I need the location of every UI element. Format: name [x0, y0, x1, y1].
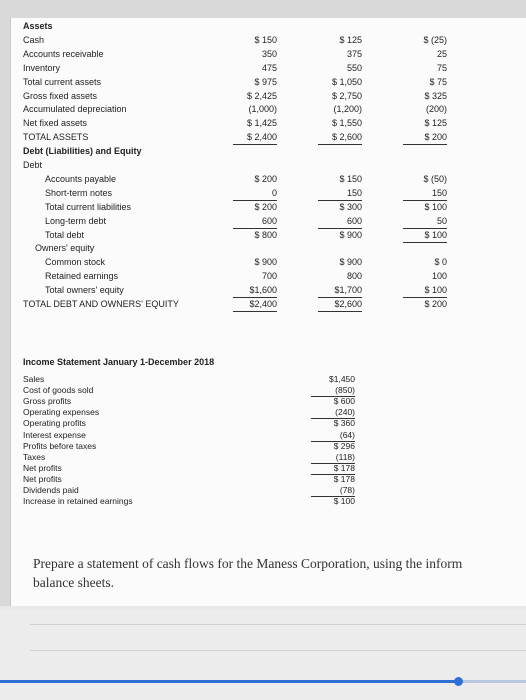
value-cell: $ 100 — [333, 496, 355, 507]
row-label: Sales — [23, 374, 45, 384]
value-cell: $ 600 — [333, 396, 355, 407]
value-cell: $ 1,425 — [246, 118, 277, 129]
row-label: Dividends paid — [23, 485, 79, 495]
row-label: Net profits — [23, 462, 62, 473]
balance-sheet-row — [11, 215, 526, 228]
balance-sheet-row — [11, 103, 526, 116]
progress-fill — [0, 680, 458, 683]
value-cell: $ 200 — [254, 173, 277, 184]
value-cell: $ 75 — [429, 76, 447, 87]
balance-sheet-row — [11, 201, 526, 214]
progress-handle[interactable] — [454, 677, 463, 686]
progress-track[interactable] — [0, 680, 526, 683]
balance-sheet-row — [11, 173, 526, 186]
balance-sheet-row — [11, 159, 526, 172]
value-cell: $2,600 — [318, 298, 362, 312]
balance-sheet-row — [11, 62, 526, 75]
balance-sheet-row — [11, 284, 526, 297]
value-cell: $ 360 — [333, 418, 355, 429]
value-cell: 375 — [346, 48, 362, 59]
value-cell: $ 1,050 — [331, 76, 362, 87]
value-cell: $1,600 — [233, 284, 277, 298]
value-cell: $ 2,600 — [318, 131, 362, 145]
value-cell: $ 100 — [403, 229, 447, 243]
value-cell: $ 325 — [424, 90, 447, 101]
value-cell: 800 — [346, 271, 362, 282]
value-cell: $ 2,400 — [233, 131, 277, 145]
income-statement-row — [11, 452, 526, 463]
balance-sheet-row — [11, 34, 526, 47]
value-cell: $ 150 — [339, 173, 362, 184]
value-cell: 25 — [436, 48, 447, 59]
value-cell: 600 — [318, 215, 362, 229]
value-cell: $ 975 — [254, 76, 277, 87]
value-cell: $ (50) — [423, 173, 447, 184]
row-label: Assets — [23, 21, 53, 31]
row-label: TOTAL DEBT AND OWNERS' EQUITY — [23, 299, 179, 309]
balance-sheet-row — [11, 48, 526, 61]
income-statement-row — [11, 430, 526, 441]
row-label: Cash — [23, 34, 45, 45]
value-cell: $ 300 — [339, 201, 362, 212]
income-statement-row — [11, 385, 526, 396]
value-cell: $ 200 — [403, 131, 447, 145]
value-cell: 475 — [261, 62, 277, 73]
row-label: Operating expenses — [23, 407, 100, 418]
income-statement-row — [11, 485, 526, 496]
value-cell: $ 0 — [434, 257, 447, 268]
row-label: Increase in retained earnings — [23, 496, 133, 507]
income-statement-row — [11, 396, 526, 407]
question-line-1: Prepare a statement of cash flows for the Maness Corporation, using the inform — [33, 556, 463, 571]
value-cell: $ 178 — [311, 463, 355, 475]
question-line-2: balance sheets. — [33, 575, 114, 590]
value-cell: 100 — [431, 271, 447, 282]
value-cell: (78) — [311, 485, 355, 497]
balance-sheet-row — [11, 187, 526, 200]
row-label: Debt — [23, 160, 43, 170]
row-label: Net fixed assets — [23, 118, 88, 129]
balance-sheet-row — [11, 117, 526, 130]
row-label: Total debt — [45, 229, 85, 240]
value-cell: $ 800 — [254, 229, 277, 240]
worksheet-image — [10, 18, 526, 606]
value-cell: (200) — [425, 104, 447, 115]
balance-sheet-row — [11, 256, 526, 269]
separator-line — [30, 650, 526, 651]
row-label: Net profits — [23, 473, 62, 484]
value-cell: $ 125 — [339, 34, 362, 45]
value-cell: $ 2,750 — [331, 90, 362, 101]
income-statement-row — [11, 463, 526, 474]
row-label: Gross profits — [23, 396, 72, 407]
value-cell: (1,000) — [248, 104, 277, 115]
balance-sheet-row — [11, 90, 526, 103]
row-label: Operating profits — [23, 418, 86, 429]
value-cell: $ 1,550 — [331, 118, 362, 129]
value-cell: $ 125 — [424, 118, 447, 129]
value-cell: 150 — [318, 187, 362, 201]
value-cell: 150 — [403, 187, 447, 201]
value-cell: $ 150 — [254, 34, 277, 45]
value-cell: (64) — [311, 430, 355, 442]
row-label: Long-term debt — [45, 215, 107, 226]
bottom-panel — [0, 610, 526, 700]
balance-sheet-row — [11, 298, 526, 311]
value-cell: $ 296 — [333, 440, 355, 451]
row-label: Debt (Liabilities) and Equity — [23, 146, 142, 157]
row-label: Taxes — [23, 451, 46, 462]
income-statement-row — [11, 374, 526, 385]
value-cell: (240) — [311, 407, 355, 419]
row-label: Accumulated depreciation — [23, 104, 127, 115]
row-label: Total current assets — [23, 76, 102, 87]
balance-sheet-row — [11, 270, 526, 283]
row-label: Profits before taxes — [23, 440, 97, 451]
value-cell: (1,200) — [333, 104, 362, 115]
balance-sheet-row — [11, 242, 526, 255]
question-text — [33, 554, 526, 592]
value-cell: $2,400 — [233, 298, 277, 312]
separator-line — [30, 624, 526, 625]
income-statement-row — [11, 474, 526, 485]
row-label: Cost of goods sold — [23, 385, 94, 396]
balance-sheet — [11, 18, 526, 348]
value-cell: 75 — [436, 62, 447, 73]
balance-sheet-row — [11, 229, 526, 242]
row-label: TOTAL ASSETS — [23, 132, 89, 143]
value-cell: $ 900 — [339, 229, 362, 240]
value-cell: 600 — [233, 215, 277, 229]
income-statement-row — [11, 441, 526, 452]
value-cell: $ 100 — [424, 201, 447, 212]
balance-sheet-row — [11, 145, 526, 158]
row-label: Owners' equity — [35, 243, 95, 254]
row-label: Accounts payable — [45, 173, 117, 184]
row-label: Accounts receivable — [23, 48, 104, 59]
value-cell: $ 900 — [339, 257, 362, 268]
row-label: Inventory — [23, 62, 61, 73]
value-cell: (118) — [311, 452, 355, 464]
row-label: Gross fixed assets — [23, 90, 98, 101]
value-cell: $ 900 — [254, 257, 277, 268]
income-statement-row — [11, 418, 526, 429]
row-label: Common stock — [45, 257, 106, 268]
income-statement — [11, 356, 526, 556]
value-cell: $1,700 — [318, 284, 362, 298]
value-cell: $ 178 — [333, 473, 355, 484]
value-cell: $ (25) — [423, 34, 447, 45]
value-cell: 50 — [403, 215, 447, 229]
value-cell: 700 — [261, 271, 277, 282]
value-cell: $ 2,425 — [246, 90, 277, 101]
balance-sheet-row — [11, 20, 526, 33]
row-label: Short-term notes — [45, 187, 113, 198]
row-label: Total current liabilities — [45, 201, 132, 212]
value-cell: $ 200 — [254, 201, 277, 212]
value-cell: $ 100 — [403, 284, 447, 298]
value-cell: 550 — [346, 62, 362, 73]
income-statement-row — [11, 496, 526, 507]
row-label: Interest expense — [23, 429, 86, 440]
value-cell: 0 — [233, 187, 277, 201]
balance-sheet-row — [11, 131, 526, 144]
income-statement-row — [11, 407, 526, 418]
row-label: Total owners' equity — [45, 285, 124, 296]
value-cell: $ 200 — [424, 299, 447, 309]
value-cell: (850) — [311, 385, 355, 397]
balance-sheet-row — [11, 76, 526, 89]
row-label: Retained earnings — [45, 271, 119, 282]
value-cell: $1,450 — [329, 374, 355, 384]
value-cell: 350 — [261, 48, 277, 59]
income-statement-title: Income Statement January 1-December 2018 — [23, 357, 215, 367]
